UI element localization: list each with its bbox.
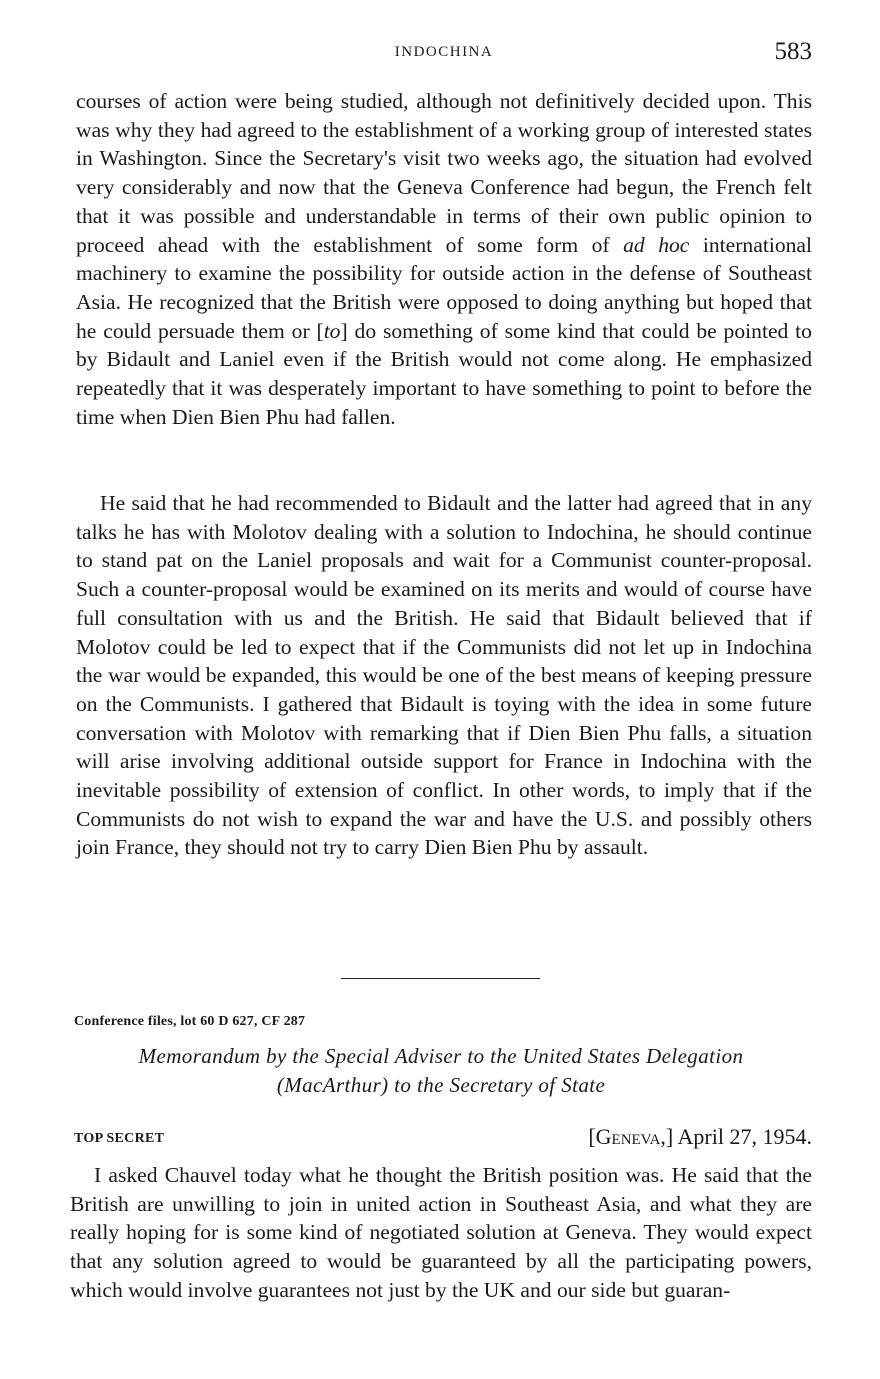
bracket-insertion: to (323, 318, 341, 343)
title-paren-open: ( (276, 1073, 285, 1097)
section-divider (341, 978, 540, 979)
paragraph-continued-text (76, 87, 812, 431)
continued-paragraph (76, 87, 812, 431)
paragraph-text: I asked Chauvel today what he thought the British position was. He said that the British are unwilling to join in united action in Southeast Asia, and what they are really hoping for is some kind of negotiated solution at Geneva. They would expect that any solution agreed to would be guaranteed by all the participating powers, which would involve guarantees not just by the UK and our side but guaran- (70, 1163, 812, 1302)
paragraph-text-part2: international machinery to examine the possibility for outside action in the defense of Southeast Asia. He recognized that the British were opposed to doing anything but hoped that he could persuade them or [ (76, 232, 812, 343)
dateline (74, 1124, 812, 1156)
paragraph-text-part3: ] do something of some kind that could be pointed to by Bidault and Laniel even if the British would not come along. He emphasized repeatedly that it was desperately important to have something to point to before the time when Dien Bien Phu had fallen. (76, 318, 812, 429)
running-title: INDOCHINA (394, 44, 494, 60)
date: April 27, 1954. (677, 1124, 812, 1149)
author-name: MacArthur (284, 1073, 382, 1097)
source-citation: Conference files, lot 60 D 627, CF 287 (74, 1014, 306, 1029)
paragraph-text-part1: courses of action were being studied, although not definitively decided upon. This was why they had agreed to the establishment of a working group of interested states in Washington. Since the Secretary's visit two weeks ago, the situation had evolved very considerably and now that the Geneva Conference had begun, the French felt that it was possible and understandable in terms of their own public opinion to proceed ahead with the establishment of some form of (76, 89, 812, 257)
page-number: 583 (774, 38, 812, 65)
title-line2-rest: ) to the Secretary of State (381, 1073, 606, 1097)
classification-marking: TOP SECRET (74, 1131, 165, 1146)
running-header (76, 38, 812, 68)
document-title-line2 (70, 1071, 812, 1100)
place: [Geneva,] (588, 1124, 674, 1149)
document-title (70, 1042, 812, 1100)
place-and-date (588, 1124, 812, 1150)
memo-body (70, 1161, 812, 1305)
paragraph-text: He said that he had recommended to Bidault and the latter had agreed that in any talks he has with Molotov dealing with a solution to Indochina, he should continue to stand pat on the Laniel proposals and wait for a Communist counter-proposal. Such a counter-proposal would be examined on its merits and would of course have full consultation with us and the British. He said that Bidault believed that if Molotov could be led to expect that if the Communists did not let up in Indochina the war would be expanded, this would be one of the best means of keeping pressure on the Communists. I gathered that Bidault is toying with the idea in some future conversation with Molotov with remarking that if Dien Bien Phu falls, a situation will arise involving additional outside support for France in Indochina with the inevitable possibility of extension of conflict. In other words, to imply that if the Communists do not wish to expand the war and have the U.S. and possibly others join France, they should not try to carry Dien Bien Phu by assault. (76, 491, 812, 860)
italic-term: ad hoc (623, 232, 690, 257)
document-title-line1: Memorandum by the Special Adviser to the United States Delegation (138, 1044, 744, 1068)
second-paragraph (76, 489, 812, 862)
